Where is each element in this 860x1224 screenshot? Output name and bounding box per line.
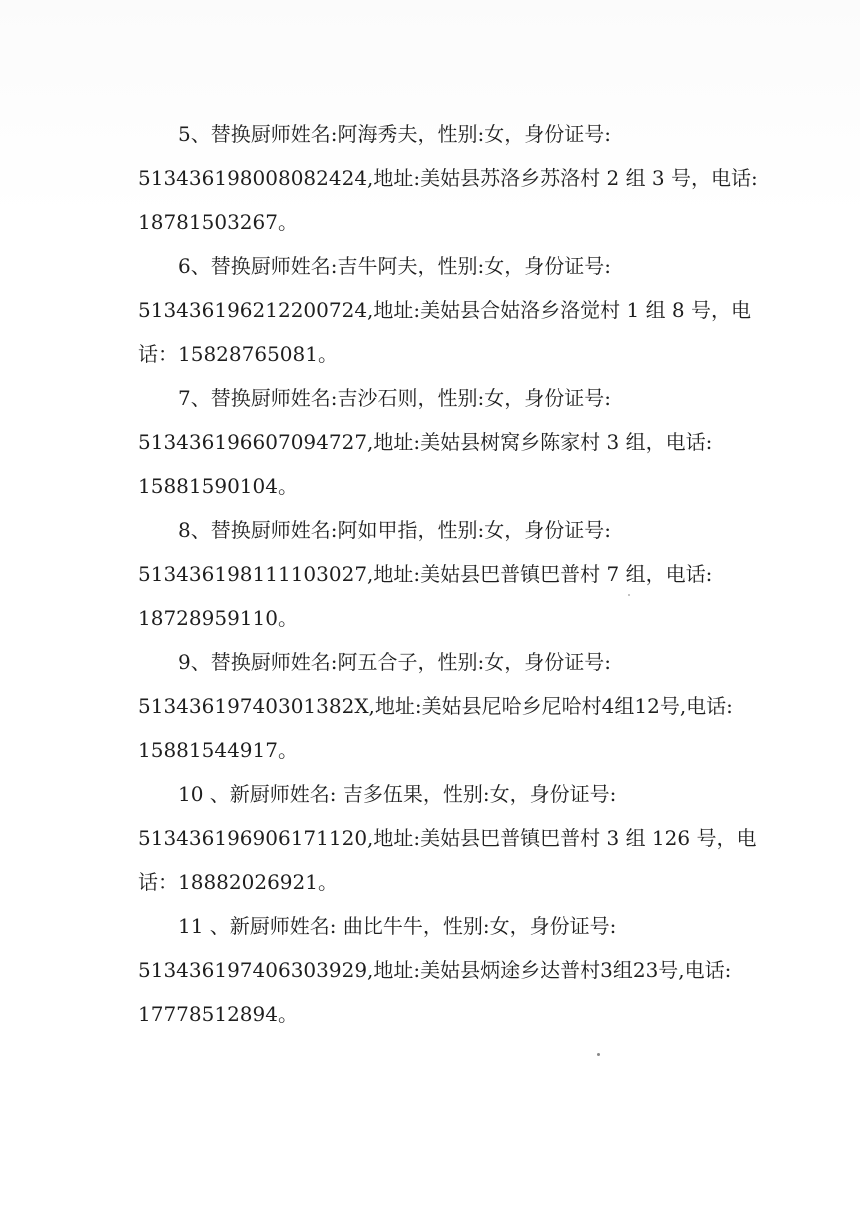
entry-line: 9、替换厨师姓名:阿五合子，性别:女，身份证号: — [178, 650, 611, 674]
entry-line: 8、替换厨师姓名:阿如甲指，性别:女，身份证号: — [178, 518, 611, 542]
entry-line: 话：15828765081。 — [138, 342, 338, 366]
chef-entry-11 — [0, 904, 860, 1036]
entry-line: 513436196906171120,地址:美姑县巴普镇巴普村 3 组 126 号，电 — [138, 826, 757, 850]
scan-speck — [628, 594, 630, 596]
entry-line: 11 、新厨师姓名: 曲比牛牛，性别:女，身份证号: — [178, 914, 617, 938]
document-body — [0, 112, 860, 1036]
entry-line: 513436198008082424,地址:美姑县苏洛乡苏洛村 2 组 3 号，电话: — [138, 166, 758, 190]
entry-line: 10 、新厨师姓名: 吉多伍果，性别:女，身份证号: — [178, 782, 617, 806]
chef-entry-7 — [0, 376, 860, 508]
entry-line: 18728959110。 — [138, 606, 298, 630]
entry-line: 话：18882026921。 — [138, 870, 338, 894]
chef-entry-8 — [0, 508, 860, 640]
entry-line: 513436197406303929,地址:美姑县炳途乡达普村3组23号,电话: — [138, 958, 732, 982]
entry-line: 15881590104。 — [138, 474, 298, 498]
entry-line: 513436198111103027,地址:美姑县巴普镇巴普村 7 组，电话: — [138, 562, 713, 586]
scan-speck — [597, 1053, 600, 1056]
entry-line: 51343619740301382X,地址:美姑县尼哈乡尼哈村4组12号,电话: — [138, 694, 733, 718]
entry-line: 6、替换厨师姓名:吉牛阿夫，性别:女，身份证号: — [178, 254, 611, 278]
chef-entry-10 — [0, 772, 860, 904]
entry-line: 17778512894。 — [138, 1002, 298, 1026]
entry-line: 7、替换厨师姓名:吉沙石则，性别:女，身份证号: — [178, 386, 611, 410]
entry-line: 5、替换厨师姓名:阿海秀夫，性别:女，身份证号: — [178, 122, 611, 146]
chef-entry-9 — [0, 640, 860, 772]
entry-line: 15881544917。 — [138, 738, 298, 762]
entry-line: 513436196212200724,地址:美姑县合姑洛乡洛觉村 1 组 8 号，电 — [138, 298, 752, 322]
chef-entry-6 — [0, 244, 860, 376]
entry-line: 513436196607094727,地址:美姑县树窝乡陈家村 3 组，电话: — [138, 430, 713, 454]
chef-entry-5 — [0, 112, 860, 244]
entry-line: 18781503267。 — [138, 210, 298, 234]
